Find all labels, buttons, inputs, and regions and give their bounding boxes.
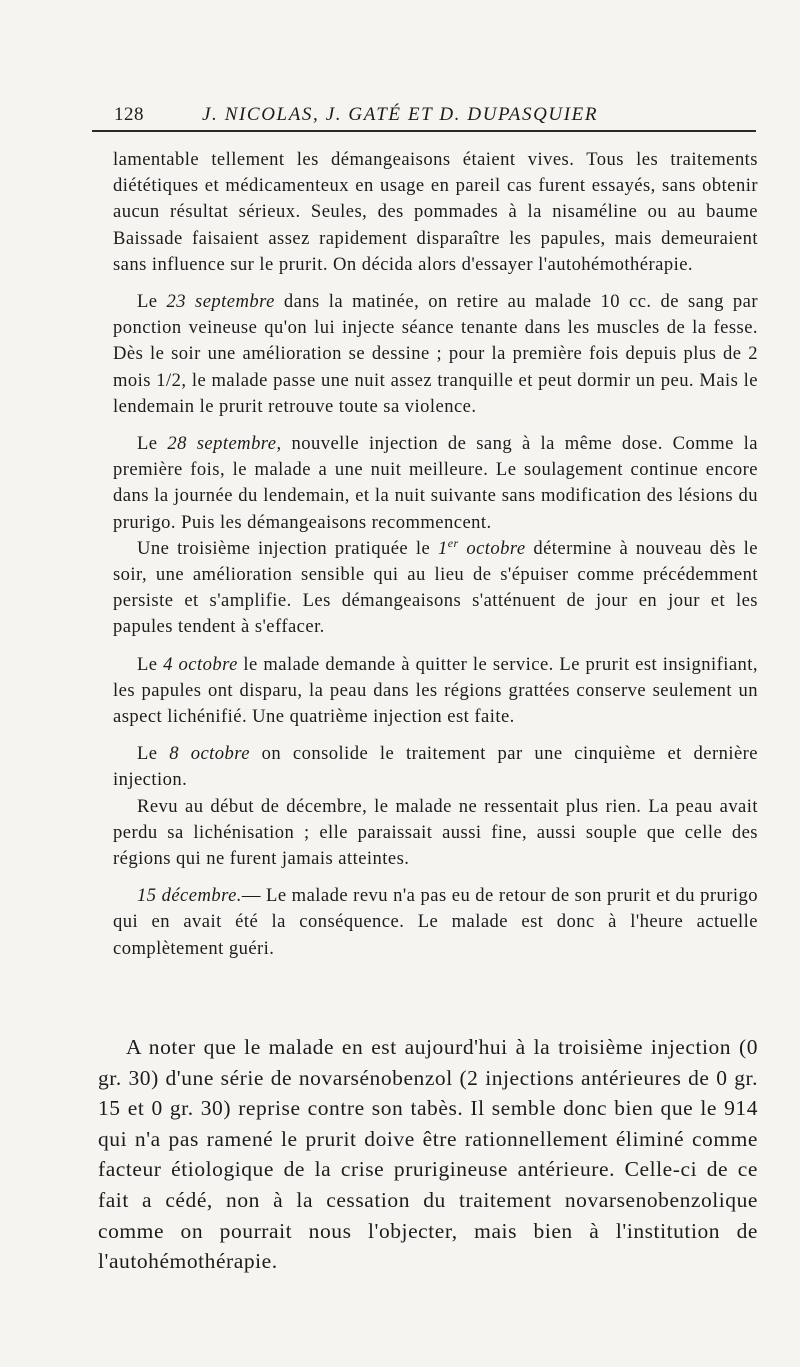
case-report-text	[113, 147, 758, 962]
conclusion-text	[98, 1032, 758, 1277]
date-oct-4: 4 octobre	[163, 653, 238, 675]
date-oct-1: 1er octobre	[437, 535, 526, 559]
paragraph-dec-15: 15 décembre.— Le malade revu n'a pas eu de retour de son prurit et du prurigo qui en avait été la conséquence. Le malade est donc à l'heure actuelle complètement guéri.	[113, 885, 758, 959]
paragraph-oct-4: Le 4 octobre le malade demande à quitter le service. Le prurit est insignifiant, les papules ont disparu, la peau dans les régions grattées conserve seulement un aspect lichénifié. Une quatrième injection est faite.	[113, 653, 758, 728]
header-rule	[92, 130, 756, 132]
date-sept-23: 23 septembre	[166, 291, 275, 313]
date-sept-28: 28 septembre	[167, 433, 277, 455]
paragraph-treatments: lamentable tellement les démangeaisons étaient vives. Tous les traitements diététiques et médicamenteux en usage en pareil cas furent essayés, sans obtenir aucun résultat sérieux. Seules, des pommades à la nisaméline ou au baume Baissade faisaient assez rapidement disparaître les papules, mais demeuraient sans influence sur le prurit. On décida alors d'essayer l'autohémothérapie.	[113, 149, 758, 275]
running-head	[92, 100, 756, 130]
running-title: J. NICOLAS, J. GATÉ ET D. DUPASQUIER	[202, 104, 599, 125]
date-dec-15: 15 décembre.	[137, 885, 242, 907]
paragraph-sept-23: Le 23 septembre dans la matinée, on retire au malade 10 cc. de sang par ponction veineuse qu'on lui injecte séance tenante dans les muscles de la fesse. Dès le soir une amélioration se dessine ; pour la première fois depuis plus de 2 mois 1/2, le malade passe une nuit assez tranquille et peut dormir un peu. Mais le lendemain le prurit retrouve toute sa violence.	[113, 291, 759, 417]
conclusion-paragraph: A noter que le malade en est aujourd'hui à la troisième injection (0 gr. 30) d'une série de novarsénobenzol (2 injections antérieures de 0 gr. 15 et 0 gr. 30) reprise contre son tabès. Il semble donc bien que le 914 qui n'a pas ramené le prurit doive être rationnellement éliminé comme facteur étiologique de la crise prurigineuse antérieure. Celle-ci de ce fait a cédé, non à la cessation du traitement novarsenobenzolique comme on pourrait nous l'objecter, mais bien à l'institution de l'autohémothérapie.	[98, 1035, 758, 1274]
paragraph-sept-28: Le 28 septembre, nouvelle injection de sang à la même dose. Comme la première fois, le malade a une nuit meilleure. Le soulagement continue encore dans la journée du lendemain, et la nuit suivante sans modification des lésions du prurigo. Puis les démangeaisons recommencent.	[113, 433, 758, 533]
page-number: 128	[114, 104, 144, 125]
date-oct-8: 8 octobre	[169, 743, 250, 765]
paragraph-oct-1: Une troisième injection pratiquée le 1er octobre détermine à nouveau dès le soir, une amélioration sensible qui au lieu de s'épuiser comme précédemment persiste et s'amplifie. Les démangeaisons s'atténuent de jour en jour et les papules tendent à s'effacer.	[113, 535, 758, 638]
paragraph-oct-8: Le 8 octobre on consolide le traitement par une cinquième et dernière injection.	[113, 743, 759, 791]
paragraph-december-review: Revu au début de décembre, le malade ne ressentait plus rien. La peau avait perdu sa lichénisation ; elle paraissait aussi fine, aussi souple que celle des régions qui ne furent jamais atteintes.	[113, 795, 758, 870]
